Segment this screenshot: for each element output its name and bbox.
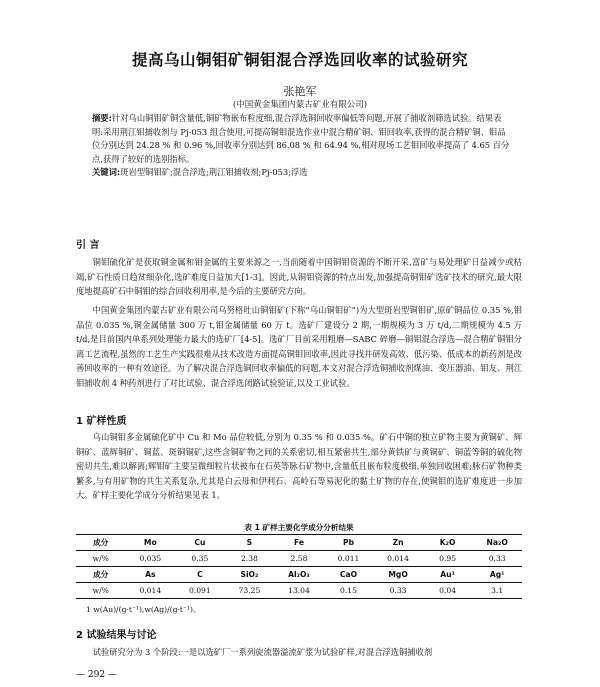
section-1-heading: 1 矿样性质 <box>76 416 127 427</box>
composition-table <box>76 534 522 599</box>
table-cell: Fe <box>274 535 324 551</box>
table-cell: 成分 <box>76 535 126 551</box>
table-cell: 0.091 <box>175 583 225 599</box>
author-affiliation: (中国黄金集团内蒙古矿业有限公司) <box>232 100 368 110</box>
table-cell: 2.38 <box>225 551 275 567</box>
section-1-paragraph: 乌山铜钼多金属硫化矿中 Cu 和 Mo 品位较低,分别为 0.35 % 和 0.035 %。矿石中铜的独立矿物主要为黄铜矿、辉铜矿、蓝辉铜矿、铜蓝、斑铜铜矿,这些含铜矿物之间的关系密切,相互紧密共生,部分黄铁矿与黄铜矿、铜蓝等铜的硫化物密切共生,难以解离;辉钼矿主要呈微细粒片状被布在石英等脉石矿物中,含量低且嵌布粒度极细,单独回收困难;脉石矿物种类繁多,与有用矿物的共生关系复杂,尤其是白云母和伊利石、高岭石等易泥化的黏土矿物的存在,使铜钼的选矿难度进一步加大。矿样主要化学成分分析结果见表 1。 <box>76 432 522 501</box>
table-cell: 0.95 <box>423 551 473 567</box>
table-cell: Pb <box>324 535 374 551</box>
table-value-row-2 <box>76 583 522 599</box>
table-1-caption: 表 1 矿样主要化学成分分析结果 <box>244 523 354 532</box>
table-cell: 0.011 <box>324 551 374 567</box>
keywords-label: 关键词: <box>92 167 121 178</box>
table-cell: Mo <box>126 535 176 551</box>
table-cell: CaO <box>324 567 374 583</box>
table-cell: K₂O <box>423 535 473 551</box>
table-cell: C <box>175 567 225 583</box>
abstract-block <box>92 112 512 180</box>
section-2-paragraph: 试验研究分为 3 个阶段:一是以选矿厂一系列旋流器溢流矿浆为试验矿样,对混合浮选铜捕收剂 <box>92 647 433 657</box>
table-cell: 成分 <box>76 567 126 583</box>
table-cell: w/% <box>76 551 126 567</box>
keywords-text: 斑岩型铜钼矿;混合浮选;荆江钼捕收剂;Pj-053;浮选 <box>120 167 308 178</box>
table-cell: 0.15 <box>324 583 374 599</box>
paper-title: 提高乌山铜钼矿铜钼混合浮选回收率的试验研究 <box>131 51 468 69</box>
table-cell: 3.1 <box>472 583 522 599</box>
table-cell: w/% <box>76 583 126 599</box>
table-cell: Na₂O <box>472 535 522 551</box>
table-cell: Au¹ <box>423 567 473 583</box>
abstract-label: 摘要: <box>92 113 112 123</box>
table-cell: 0.33 <box>373 583 423 599</box>
table-cell: 13.04 <box>274 583 324 599</box>
table-value-row-1 <box>76 551 522 567</box>
table-cell: SiO₂ <box>225 567 275 583</box>
author-name: 张艳军 <box>283 85 317 98</box>
table-cell: S <box>225 535 275 551</box>
table-footnote: 1 w(Au)/(g·t⁻¹),w(Ag)/(g·t⁻¹)。 <box>86 605 201 614</box>
table-cell: Cu <box>175 535 225 551</box>
table-cell: Ag¹ <box>472 567 522 583</box>
table-cell: As <box>126 567 176 583</box>
table-cell: 0.33 <box>472 551 522 567</box>
table-cell: 0.035 <box>126 551 176 567</box>
table-cell: Al₂O₃ <box>274 567 324 583</box>
table-header-row-1 <box>76 535 522 551</box>
table-cell: 0.35 <box>175 551 225 567</box>
table-cell: Zn <box>373 535 423 551</box>
table-cell: 0.014 <box>373 551 423 567</box>
table-cell: 0.04 <box>423 583 473 599</box>
intro-heading: 引 言 <box>76 240 100 251</box>
section-2-heading: 2 试验结果与讨论 <box>76 630 157 641</box>
table-cell: 2.58 <box>274 551 324 567</box>
intro-paragraph-2: 中国黄金集团内蒙古矿业有限公司乌努格吐山铜钼矿(下称“乌山铜钼矿”)为大型斑岩型铜钼矿,原矿铜品位 0.35 %,钼品位 0.035 %,铜金属储量 300 万 t,钼金属储量 60 万 t。选矿厂建设分 2 期,一期规模为 3 万 t/d,二期规模为 4.5 万 t/d,是目前国内单系列处理能力最大的选矿厂[4-5]。选矿厂目前采用粗磨—SABC 碎磨—铜钼混合浮选—混合精矿铜钼分离工艺流程,虽然的工艺生产实践很难从技术改造方面提高铜钼回收率,因此寻找并研发高效、低污染、低成本的新药剂是改善回收率的一种有效途径。为了解决混合浮选铜回收率偏低的问题,本文对混合浮选铜捕收剂煤油、变压器油、钼友、荆江钼捕收剂 4 种药剂进行了对比试验、混合浮选闭路试验验证,以及工业试验。 <box>76 305 522 388</box>
table-header-row-2 <box>76 567 522 583</box>
page-number: — 292 — <box>76 670 117 680</box>
table-cell: MgO <box>373 567 423 583</box>
table-cell: 73.25 <box>225 583 275 599</box>
abstract-text: 针对乌山铜钼矿铜含量低,铜矿物嵌布粒度细,混合浮选铜回收率偏低等问题,开展了捕收剂筛选试验。结果表明:采用荆江钼捕收剂与 Pj-053 组合使用,可提高铜钼混选作业中混合精矿铜、钼回收率,获得的混合精矿铜、钼品位分别达到 24.28 % 和 0.96 %,回收率分别达到 86.08 % 和 64.94 %,相对现场工艺钼回收率提高了 4.65 百分点,获得了较好的选别指标。 <box>92 113 510 164</box>
intro-paragraph-1: 铜钼硫化矿是获取铜金属和钼金属的主要来源之一,当前随着中国铜钼资源的不断开采,富矿与易处理矿日益减少或枯竭,矿石性质日趋贫细杂化,选矿难度日益加大[1-3]。因此,从铜钼资源的特点出发,加强提高铜钼矿选矿技术的研究,最大限度地提高矿石中铜钼的综合回收利用率,是今后的主要研究方向。 <box>76 257 522 297</box>
table-cell: 0.014 <box>126 583 176 599</box>
